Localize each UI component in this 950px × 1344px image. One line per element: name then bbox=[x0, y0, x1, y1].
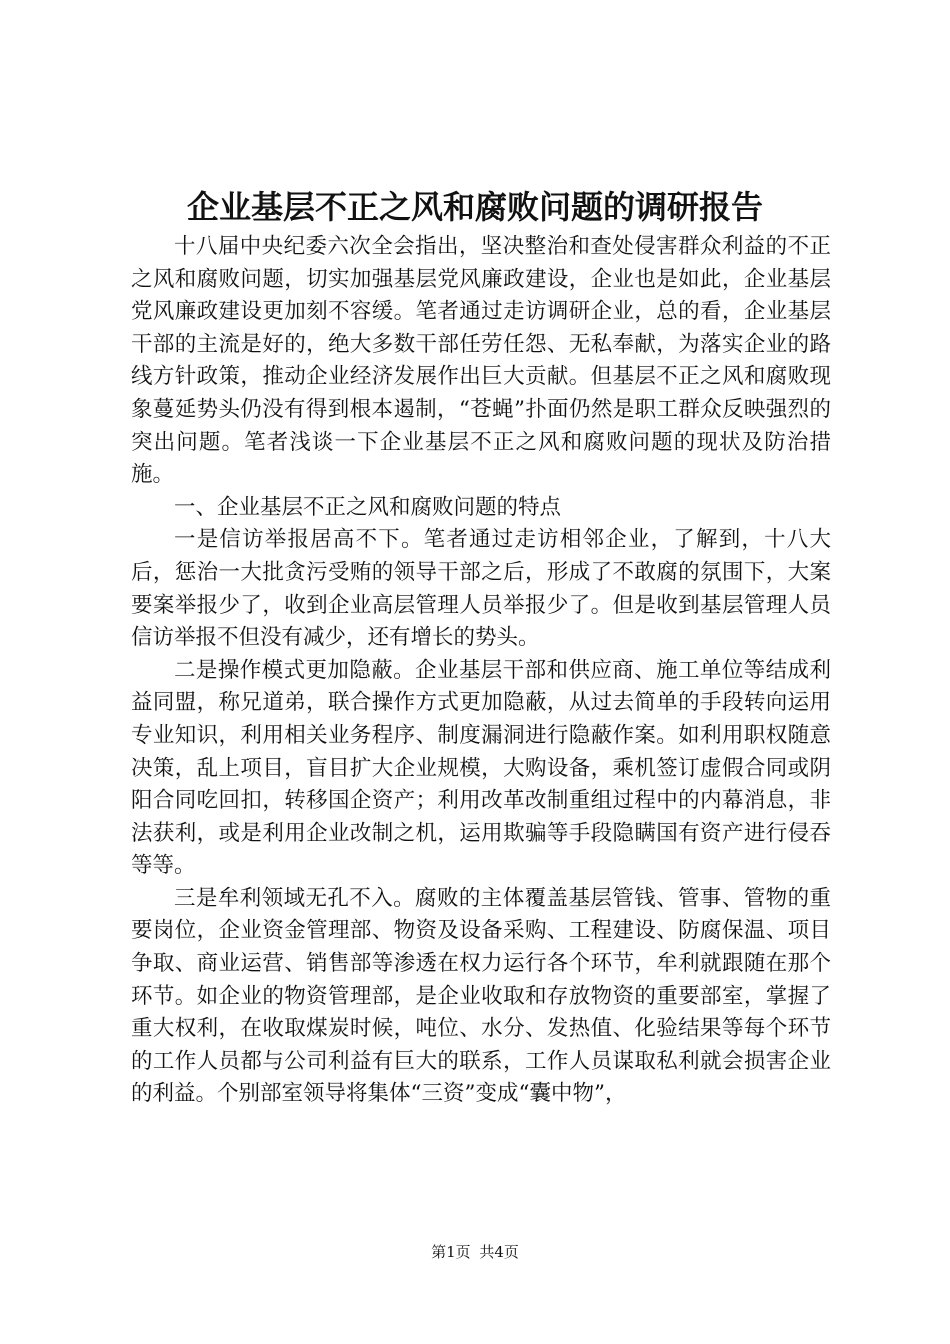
paragraph-point-1: 一是信访举报居高不下。笔者通过走访相邻企业，了解到，十八大后，惩治一大批贪污受贿的领导干部之后，形成了不敢腐的氛围下，大案要案举报少了，收到企业高层管理人员举报少了。但是收到基层管理人员信访举报不但没有减少，还有增长的势头。 bbox=[131, 527, 831, 651]
page-number: 第1页 bbox=[431, 1243, 471, 1261]
document-title: 企业基层不正之风和腐败问题的调研报告 bbox=[186, 188, 763, 226]
paragraph-intro: 十八届中央纪委六次全会指出，坚决整治和查处侵害群众利益的不正之风和腐败问题，切实加强基层党风廉政建设，企业也是如此，企业基层党风廉政建设更加刻不容缓。笔者通过走访调研企业，总的看，企业基层干部的主流是好的，绝大多数干部任劳任怨、无私奉献，为落实企业的路线方针政策，推动企业经济发展作出巨大贡献。但基层不正之风和腐败现象蔓延势头仍没有得到根本遏制，“苍蝇”扑面仍然是职工群众反映强烈的突出问题。笔者浅谈一下企业基层不正之风和腐败问题的现状及防治措施。 bbox=[131, 234, 831, 488]
page-total: 共4页 bbox=[479, 1243, 519, 1261]
document-body bbox=[131, 231, 831, 1111]
page-footer bbox=[0, 1241, 950, 1263]
section-heading: 一、企业基层不正之风和腐败问题的特点 bbox=[174, 494, 562, 520]
paragraph-point-3: 三是牟利领域无孔不入。腐败的主体覆盖基层管钱、管事、管物的重要岗位，企业资金管理部、物资及设备采购、工程建设、防腐保温、项目争取、商业运营、销售部等渗透在权力运行各个环节，牟利就跟随在那个环节。如企业的物资管理部，是企业收取和存放物资的重要部室，掌握了重大权利，在收取煤炭时候，吨位、水分、发热值、化验结果等每个环节的工作人员都与公司利益有巨大的联系，工作人员谋取私利就会损害企业的利益。个别部室领导将集体“三资”变成“囊中物”， bbox=[131, 885, 831, 1107]
paragraph-point-2: 二是操作模式更加隐蔽。企业基层干部和供应商、施工单位等结成利益同盟，称兄道弟，联合操作方式更加隐蔽，从过去简单的手段转向运用专业知识，利用相关业务程序、制度漏洞进行隐蔽作案。如利用职权随意决策，乱上项目，盲目扩大企业规模，大购设备，乘机签订虚假合同或阴阳合同吃回扣，转移国企资产；利用改革改制重组过程中的内幕消息，非法获利，或是利用企业改制之机，运用欺骗等手段隐瞒国有资产进行侵吞等等。 bbox=[131, 657, 831, 879]
